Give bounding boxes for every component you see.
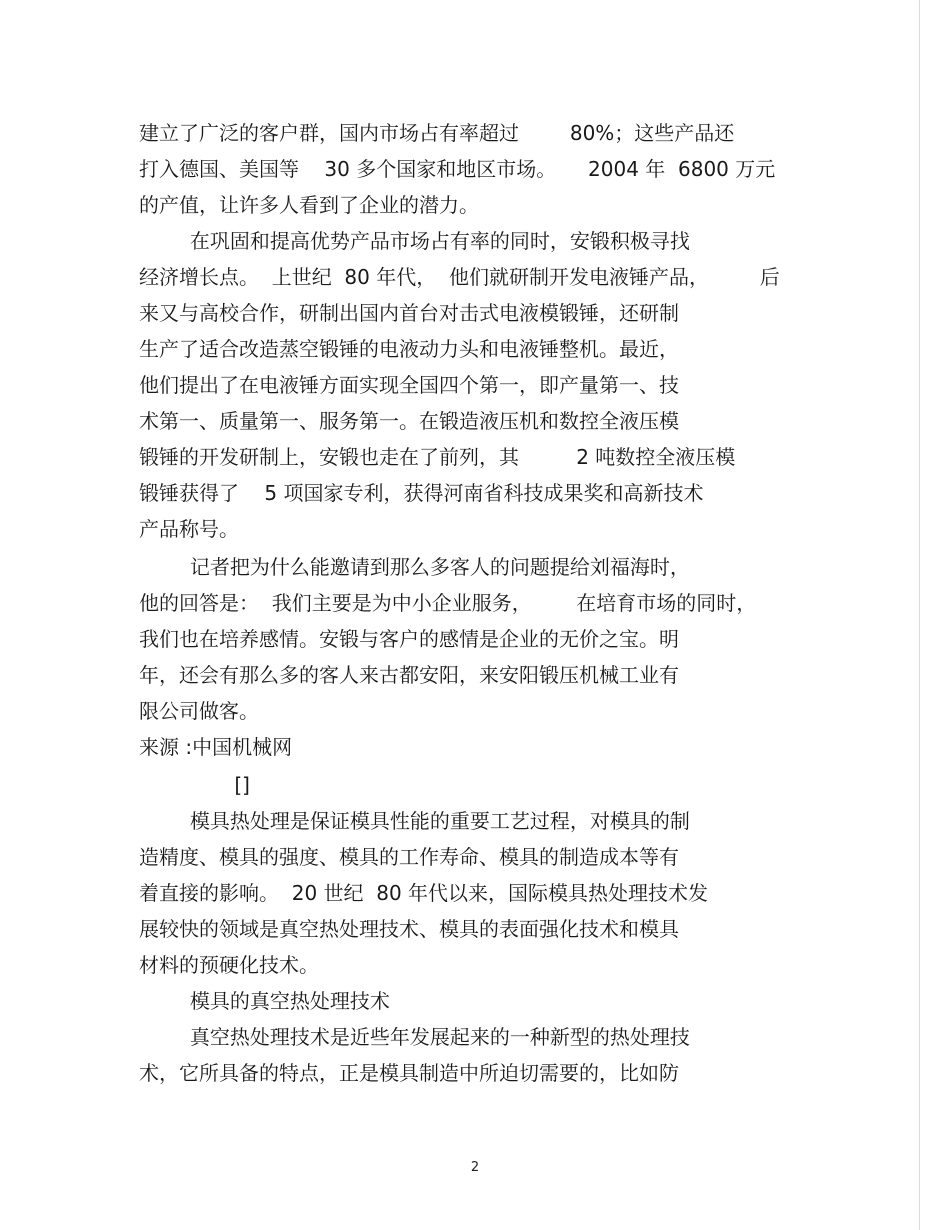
text-line: 锻锤的开发研制上，安锻也走在了前列，其 2 吨数控全液压模 — [139, 445, 736, 469]
text-line: 模具热处理是保证模具性能的重要工艺过程，对模具的制 — [139, 809, 690, 833]
page-number: 2 — [470, 1160, 480, 1175]
text-line: 生产了适合改造蒸空锻锤的电液动力头和电液锤整机。最近， — [139, 337, 679, 361]
text-line: 在巩固和提高优势产品市场占有率的同时，安锻积极寻找 — [139, 229, 690, 253]
text-line: 限公司做客。 — [139, 699, 259, 723]
text-line: 来又与高校合作，研制出国内首台对击式电液模锻锤，还研制 — [139, 301, 679, 325]
text-line: 展较快的领域是真空热处理技术、模具的表面强化技术和模具 — [139, 917, 679, 941]
section-heading: 模具的真空热处理技术 — [139, 989, 390, 1013]
text-line: 术第一、质量第一、服务第一。在锻造液压机和数控全液压模 — [139, 409, 679, 433]
text-line: 他的回答是： 我们主要是为中小企业服务， 在培育市场的同时， — [139, 591, 757, 615]
text-line: 他们提出了在电液锤方面实现全国四个第一，即产量第一、技 — [139, 373, 679, 397]
page-edge-divider — [919, 0, 920, 1230]
text-line: 打入德国、美国等 30 多个国家和地区市场。 2004 年 6800 万元 — [139, 157, 776, 181]
text-line: 的产值，让许多人看到了企业的潜力。 — [139, 193, 479, 217]
text-line: 造精度、模具的强度、模具的工作寿命、模具的制造成本等有 — [139, 845, 679, 869]
text-line: 经济增长点。 上世纪 80 年代， 他们就研制开发电液锤产品， 后 — [139, 265, 780, 289]
bracket-line: [] — [139, 773, 250, 797]
text-line: 记者把为什么能邀请到那么多客人的问题提给刘福海时， — [139, 555, 690, 579]
text-line: 建立了广泛的客户群，国内市场占有率超过 80%；这些产品还 — [139, 121, 735, 145]
text-line: 材料的预硬化技术。 — [139, 953, 319, 977]
text-line: 真空热处理技术是近些年发展起来的一种新型的热处理技 — [139, 1025, 690, 1049]
text-line: 我们也在培养感情。安锻与客户的感情是企业的无价之宝。明 — [139, 627, 679, 651]
text-line: 年，还会有那么多的客人来古都安阳，来安阳锻压机械工业有 — [139, 663, 679, 687]
text-line: 产品称号。 — [139, 517, 239, 541]
text-line: 术，它所具备的特点，正是模具制造中所迫切需要的，比如防 — [139, 1061, 679, 1085]
source-line: 来源 :中国机械网 — [139, 735, 293, 759]
text-line: 锻锤获得了 5 项国家专利，获得河南省科技成果奖和高新技术 — [139, 481, 704, 505]
text-line: 着直接的影响。 20 世纪 80 年代以来，国际模具热处理技术发 — [139, 881, 709, 905]
